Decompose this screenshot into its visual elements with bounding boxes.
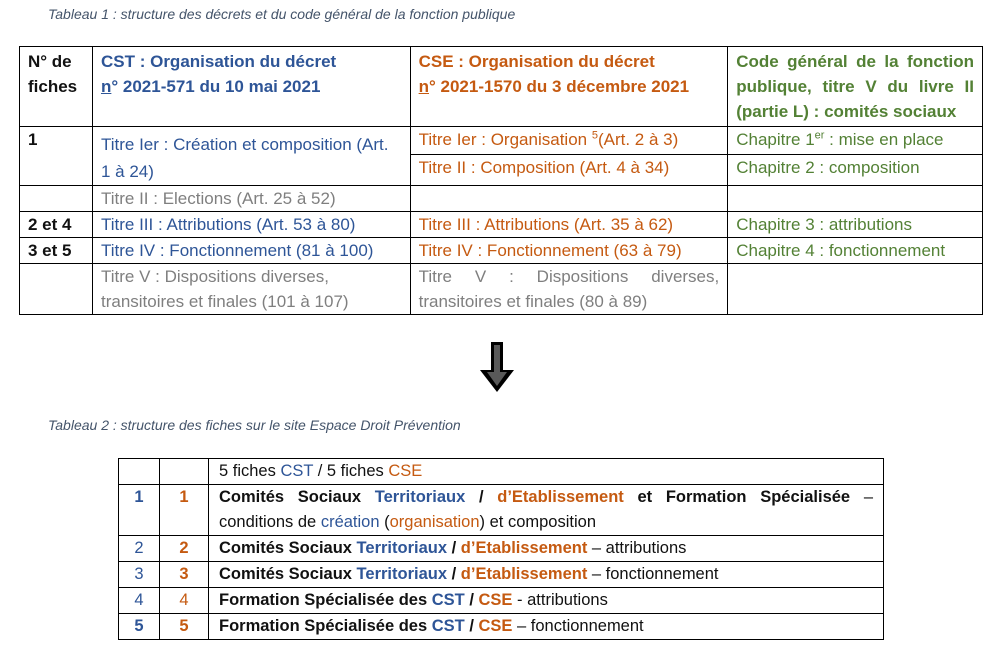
cse-number-header — [160, 459, 209, 485]
code-cell: Chapitre 1er : mise en place — [728, 127, 983, 155]
table-row — [119, 485, 884, 536]
fiche-title: Formation Spécialisée des CST / CSE – fonctionnement — [209, 614, 884, 640]
cst-fiche-number: 5 — [119, 614, 160, 640]
cst-cell: Titre V : Dispositions diverses, transitoires et finales (101 à 107) — [92, 264, 410, 315]
down-arrow-icon — [480, 342, 514, 392]
table2-header-row — [119, 459, 884, 485]
cse-cell: Titre IV : Fonctionnement (63 à 79) — [410, 238, 728, 264]
code-cell — [728, 264, 983, 315]
cst-fiche-number: 4 — [119, 588, 160, 614]
cse-fiche-number: 3 — [160, 562, 209, 588]
table1-row — [20, 127, 983, 155]
fiches-structure-table — [118, 458, 884, 640]
cse-fiche-number: 2 — [160, 536, 209, 562]
table1-row — [20, 212, 983, 238]
code-cell: Chapitre 3 : attributions — [728, 212, 983, 238]
table-row — [119, 614, 884, 640]
cst-cell: Titre IV : Fonctionnement (81 à 100) — [92, 238, 410, 264]
cse-cell — [410, 186, 728, 212]
table1-row — [20, 238, 983, 264]
table1-row — [20, 186, 983, 212]
table1-header-row — [20, 47, 983, 127]
table-row — [119, 562, 884, 588]
code-cell — [728, 186, 983, 212]
cst-number-header — [119, 459, 160, 485]
cst-fiche-number: 3 — [119, 562, 160, 588]
table-row — [119, 536, 884, 562]
fiche-title: Formation Spécialisée des CST / CSE - attributions — [209, 588, 884, 614]
fiche-number — [20, 186, 93, 212]
table-row — [119, 588, 884, 614]
cst-cell: Titre Ier : Création et composition (Art. 1 à 24) — [92, 127, 410, 186]
header-fiche-number: N° de fiches — [20, 47, 93, 127]
cse-fiche-number: 5 — [160, 614, 209, 640]
cse-cell: Titre V : Dispositions diverses, transitoires et finales (80 à 89) — [410, 264, 728, 315]
cse-fiche-number: 1 — [160, 485, 209, 536]
table2-caption: Tableau 2 : structure des fiches sur le site Espace Droit Prévention — [48, 417, 461, 433]
header-cse: CSE : Organisation du décret n° 2021-1570 du 3 décembre 2021 — [410, 47, 728, 127]
header-cst: CST : Organisation du décret n° 2021-571 du 10 mai 2021 — [92, 47, 410, 127]
cse-cell: Titre II : Composition (Art. 4 à 34) — [410, 155, 728, 186]
code-cell: Chapitre 2 : composition — [728, 155, 983, 186]
fiche-number: 3 et 5 — [20, 238, 93, 264]
table1-row — [20, 264, 983, 315]
header-code: Code général de la fonction publique, titre V du livre II (partie L) : comités sociaux — [728, 47, 983, 127]
code-cell: Chapitre 4 : fonctionnement — [728, 238, 983, 264]
fiche-title: Comités Sociaux Territoriaux / d’Etablissement – attributions — [209, 536, 884, 562]
cse-cell: Titre Ier : Organisation $^5$(Art. 2 à 3) — [410, 127, 728, 155]
cse-fiche-number: 4 — [160, 588, 209, 614]
fiche-number: 2 et 4 — [20, 212, 93, 238]
fiche-number: 1 — [20, 127, 93, 186]
fiches-count: 5 fiches CST / 5 fiches CSE — [209, 459, 884, 485]
cst-cell: Titre III : Attributions (Art. 53 à 80) — [92, 212, 410, 238]
fiche-number — [20, 264, 93, 315]
cst-cell: Titre II : Elections (Art. 25 à 52) — [92, 186, 410, 212]
table1-caption: Tableau 1 : structure des décrets et du code général de la fonction publique — [48, 6, 516, 22]
fiche-title: Comités Sociaux Territoriaux / d’Etablissement et Formation Spécialisée – conditions de création (organisation) et composition — [209, 485, 884, 536]
fiche-title: Comités Sociaux Territoriaux / d’Etablissement – fonctionnement — [209, 562, 884, 588]
cse-cell: Titre III : Attributions (Art. 35 à 62) — [410, 212, 728, 238]
cst-fiche-number: 1 — [119, 485, 160, 536]
decrees-structure-table — [19, 46, 983, 315]
cst-fiche-number: 2 — [119, 536, 160, 562]
